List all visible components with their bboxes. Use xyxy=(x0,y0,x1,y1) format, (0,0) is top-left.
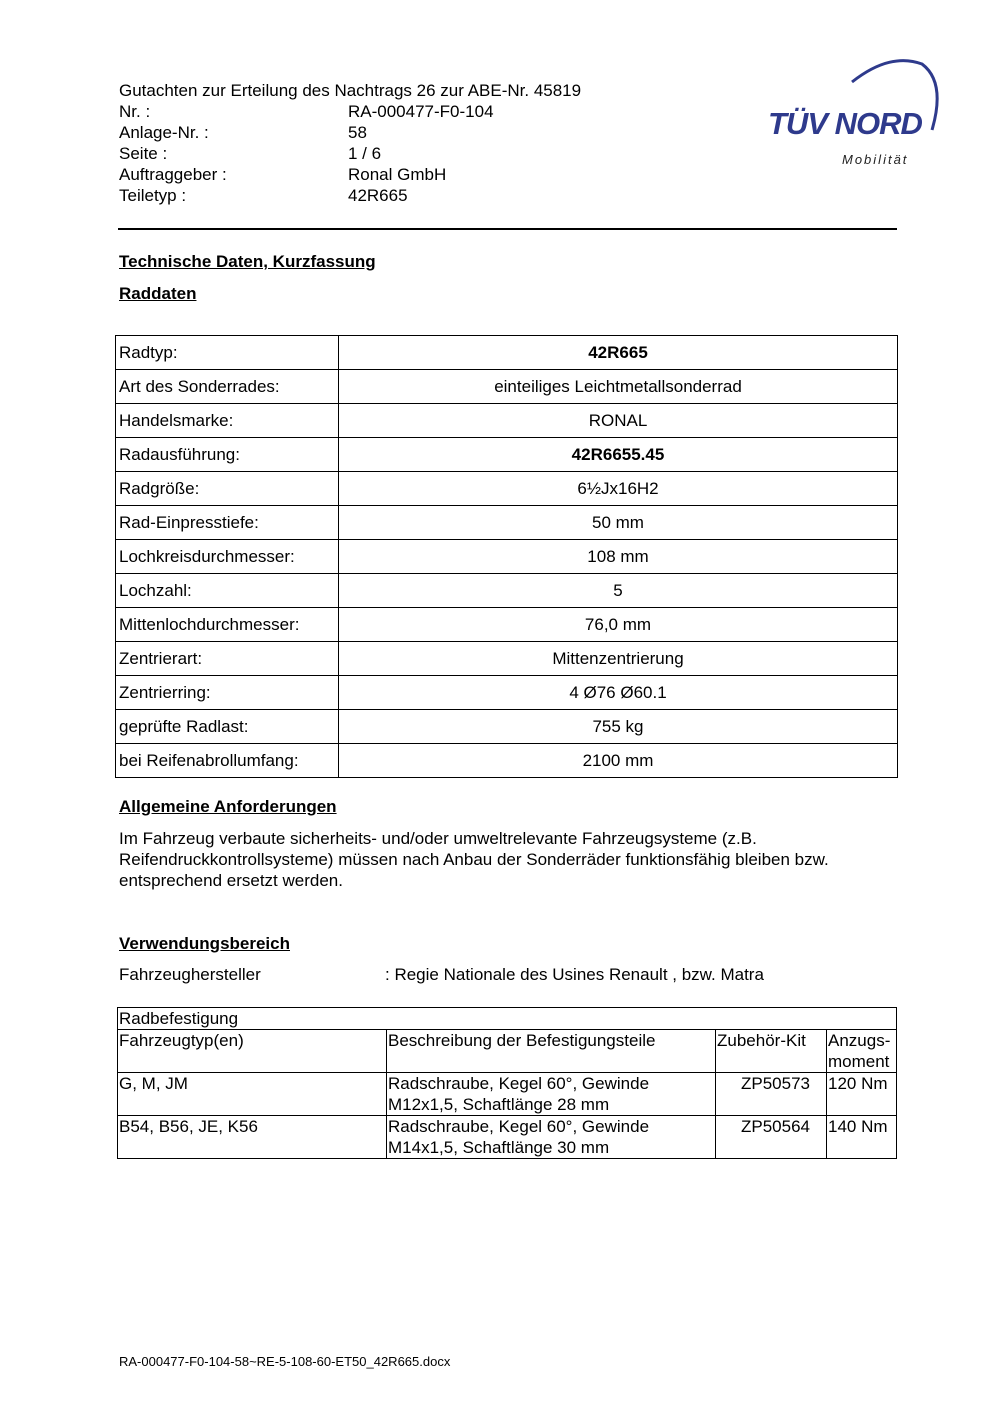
spec-label: Zentrierring: xyxy=(116,676,339,710)
column-header: Anzugs- xyxy=(828,1031,891,1050)
radbefestigung-table xyxy=(117,1007,897,1159)
header-row-nr xyxy=(119,101,581,122)
section-subtitle-raddaten: Raddaten xyxy=(119,284,197,303)
description-line: Radschraube, Kegel 60°, Gewinde xyxy=(388,1074,650,1093)
table-row xyxy=(116,540,898,574)
section-title-technische-daten: Technische Daten, Kurzfassung xyxy=(119,252,376,271)
header-label: Seite : xyxy=(119,144,168,163)
footer-filename: RA-000477-F0-104-58~RE-5-108-60-ET50_42R665.docx xyxy=(119,1354,451,1369)
spec-value: RONAL xyxy=(339,404,898,438)
spec-label: Lochkreisdurchmesser: xyxy=(116,540,339,574)
table-row xyxy=(118,1073,897,1116)
header-value: 1 / 6 xyxy=(348,144,382,163)
spec-value: 4 Ø76 Ø60.1 xyxy=(339,676,898,710)
maker-label: Fahrzeughersteller xyxy=(119,965,261,984)
header-value: 42R665 xyxy=(348,186,408,205)
header-row-seite xyxy=(119,143,581,164)
table-row xyxy=(116,370,898,404)
table-row xyxy=(116,608,898,642)
column-header: Beschreibung der Befestigungsteile xyxy=(387,1030,716,1073)
table-caption: Radbefestigung xyxy=(118,1008,897,1030)
header-row-anlage xyxy=(119,122,581,143)
text-line: Reifendruckkontrollsysteme) müssen nach Anbau der Sonderräder funktionsfähig bleiben bzw. xyxy=(119,850,829,869)
header-label: Anlage-Nr. : xyxy=(119,123,209,142)
torque: 140 Nm xyxy=(827,1116,897,1159)
text-line: entsprechend ersetzt werden. xyxy=(119,871,343,890)
table-row xyxy=(118,1116,897,1159)
spec-value: 42R665 xyxy=(339,336,898,370)
table-row xyxy=(116,710,898,744)
accessory-kit: ZP50573 xyxy=(716,1073,827,1116)
header-value: Ronal GmbH xyxy=(348,165,447,184)
torque: 120 Nm xyxy=(827,1073,897,1116)
spec-value: 6½Jx16H2 xyxy=(339,472,898,506)
table-row xyxy=(116,404,898,438)
table-header-row xyxy=(118,1030,897,1073)
spec-label: bei Reifenabrollumfang: xyxy=(116,744,339,778)
column-header: moment xyxy=(828,1052,890,1071)
spec-label: Rad-Einpresstiefe: xyxy=(116,506,339,540)
spec-label: Radausführung: xyxy=(116,438,339,472)
spec-label: Art des Sonderrades: xyxy=(116,370,339,404)
table-row xyxy=(116,676,898,710)
fastener-description xyxy=(387,1116,716,1159)
document-header xyxy=(119,80,581,206)
table-row xyxy=(116,438,898,472)
table-row xyxy=(116,506,898,540)
spec-label: Handelsmarke: xyxy=(116,404,339,438)
table-caption-row xyxy=(118,1008,897,1030)
maker-value: : Regie Nationale des Usines Renault , bzw. Matra xyxy=(385,965,764,984)
header-label: Nr. : xyxy=(119,102,151,121)
spec-value: 108 mm xyxy=(339,540,898,574)
spec-value: 5 xyxy=(339,574,898,608)
header-value: RA-000477-F0-104 xyxy=(348,102,494,121)
spec-value: einteiliges Leichtmetallsonderrad xyxy=(339,370,898,404)
spec-label: Radgröße: xyxy=(116,472,339,506)
column-header: Zubehör-Kit xyxy=(716,1030,827,1073)
table-row xyxy=(116,642,898,676)
anforderungen-text xyxy=(119,828,909,891)
text-line: Im Fahrzeug verbaute sicherheits- und/oder umweltrelevante Fahrzeugsysteme (z.B. xyxy=(119,829,757,848)
spec-label: Zentrierart: xyxy=(116,642,339,676)
description-line: M14x1,5, Schaftlänge 30 mm xyxy=(388,1138,610,1157)
spec-value: 2100 mm xyxy=(339,744,898,778)
header-row-auftraggeber xyxy=(119,164,581,185)
header-value: 58 xyxy=(348,123,367,142)
table-row xyxy=(116,472,898,506)
description-line: M12x1,5, Schaftlänge 28 mm xyxy=(388,1095,610,1114)
vehicle-maker-row xyxy=(119,965,764,985)
document-title: Gutachten zur Erteilung des Nachtrags 26 zur ABE-Nr. 45819 xyxy=(119,81,582,100)
table-row xyxy=(116,744,898,778)
table-row xyxy=(116,574,898,608)
spec-label: geprüfte Radlast: xyxy=(116,710,339,744)
vehicle-types: B54, B56, JE, K56 xyxy=(118,1116,387,1159)
logo-brand: TÜV NORD xyxy=(768,106,922,141)
spec-value: 76,0 mm xyxy=(339,608,898,642)
header-label: Auftraggeber : xyxy=(119,165,227,184)
accessory-kit: ZP50564 xyxy=(716,1116,827,1159)
table-row xyxy=(116,336,898,370)
column-header-torque xyxy=(827,1030,897,1073)
description-line: Radschraube, Kegel 60°, Gewinde xyxy=(388,1117,650,1136)
spec-value: 42R6655.45 xyxy=(339,438,898,472)
spec-label: Lochzahl: xyxy=(116,574,339,608)
column-header: Fahrzeugtyp(en) xyxy=(118,1030,387,1073)
spec-value: Mittenzentrierung xyxy=(339,642,898,676)
raddaten-table xyxy=(115,335,898,778)
header-row-teiletyp xyxy=(119,185,581,206)
header-divider xyxy=(118,228,897,230)
spec-label: Mittenlochdurchmesser: xyxy=(116,608,339,642)
section-title-verwendungsbereich: Verwendungsbereich xyxy=(119,934,290,953)
tuv-nord-logo xyxy=(760,52,950,172)
logo-subtitle: Mobilität xyxy=(842,152,909,167)
vehicle-types: G, M, JM xyxy=(118,1073,387,1116)
fastener-description xyxy=(387,1073,716,1116)
spec-label: Radtyp: xyxy=(116,336,339,370)
header-label: Teiletyp : xyxy=(119,186,187,205)
spec-value: 50 mm xyxy=(339,506,898,540)
spec-value: 755 kg xyxy=(339,710,898,744)
section-title-anforderungen: Allgemeine Anforderungen xyxy=(119,797,337,816)
